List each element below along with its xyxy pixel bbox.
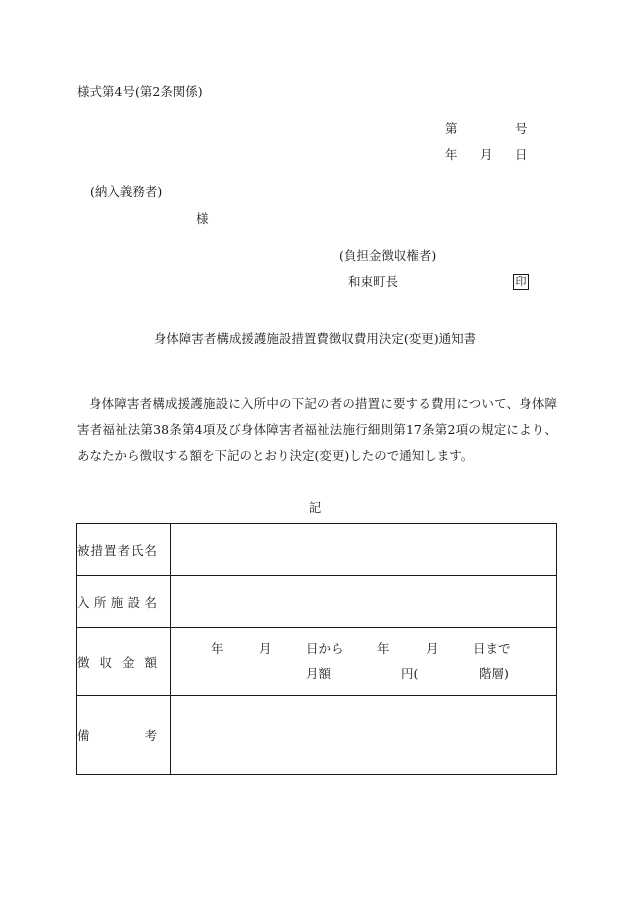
issue-date-year: 年 <box>445 147 458 162</box>
label-char: 措 <box>90 542 103 558</box>
label-text <box>77 653 157 671</box>
table-row <box>77 696 557 775</box>
row-label-insured-name <box>77 524 171 576</box>
remarks-field[interactable] <box>171 696 557 775</box>
fee-to-month: 月 <box>426 641 439 656</box>
facility-name-field[interactable] <box>171 576 557 628</box>
seal-stamp: 印 <box>513 274 529 290</box>
document-title: 身体障害者構成援護施設措置費徴収費用決定(変更)通知書 <box>153 331 477 346</box>
fee-from-year: 年 <box>211 641 224 656</box>
label-char: 入 <box>77 594 90 610</box>
label-char: 名 <box>144 542 157 558</box>
label-char: 被 <box>77 542 90 558</box>
label-char: 者 <box>117 542 130 558</box>
doc-number-prefix: 第 <box>445 121 458 136</box>
label-char: 徴 <box>77 654 90 670</box>
label-text <box>77 541 157 559</box>
doc-number-suffix: 号 <box>515 121 528 136</box>
label-char: 名 <box>144 594 157 610</box>
authority-name: 和束町長 <box>348 274 399 289</box>
label-char: 考 <box>144 728 157 743</box>
label-char: 置 <box>103 542 117 558</box>
label-char: 収 <box>99 654 112 670</box>
authority-label: (負担金徴収権者) <box>339 248 437 263</box>
row-label-remarks <box>77 696 171 775</box>
label-text <box>77 593 157 611</box>
insured-name-field[interactable] <box>171 524 557 576</box>
label-char: 金 <box>121 654 135 670</box>
details-table <box>76 523 557 775</box>
fee-yen: 円( <box>401 666 419 681</box>
ki-heading: 記 <box>308 500 322 515</box>
label-char: 施 <box>110 594 124 610</box>
label-char: 所 <box>93 594 107 610</box>
fee-from-month: 月 <box>259 641 272 656</box>
payer-label: (納入義務者) <box>90 184 163 199</box>
label-char: 氏 <box>130 542 144 558</box>
notice-body: 身体障害者構成援護施設に入所中の下記の者の措置に要する費用について、身体障害者福祉法第38条第4項及び身体障害者福祉法施行細則第17条第2項の規定により、あなたから徴収する額を下記のとおり決定(変更)したので通知します。 <box>77 396 557 463</box>
label-text <box>77 726 157 744</box>
label-char: 額 <box>144 654 157 670</box>
payer-honorific: 様 <box>196 211 209 226</box>
label-char: 設 <box>127 594 141 610</box>
fee-to-day: 日まで <box>473 641 511 656</box>
fee-tier: 階層) <box>479 666 509 681</box>
fee-monthly-label: 月額 <box>306 666 332 681</box>
form-number: 様式第4号(第2条関係) <box>77 84 203 99</box>
fee-from-day: 日から <box>306 641 344 656</box>
issue-date-day: 日 <box>515 147 528 162</box>
fee-amount-field[interactable] <box>171 628 557 696</box>
fee-content <box>171 628 556 695</box>
issue-date-month: 月 <box>480 147 493 162</box>
label-char: 備 <box>77 728 90 743</box>
row-label-facility-name <box>77 576 171 628</box>
table-row <box>77 628 557 696</box>
table-row <box>77 524 557 576</box>
fee-to-year: 年 <box>377 641 390 656</box>
row-label-fee-amount <box>77 628 171 696</box>
table-row <box>77 576 557 628</box>
